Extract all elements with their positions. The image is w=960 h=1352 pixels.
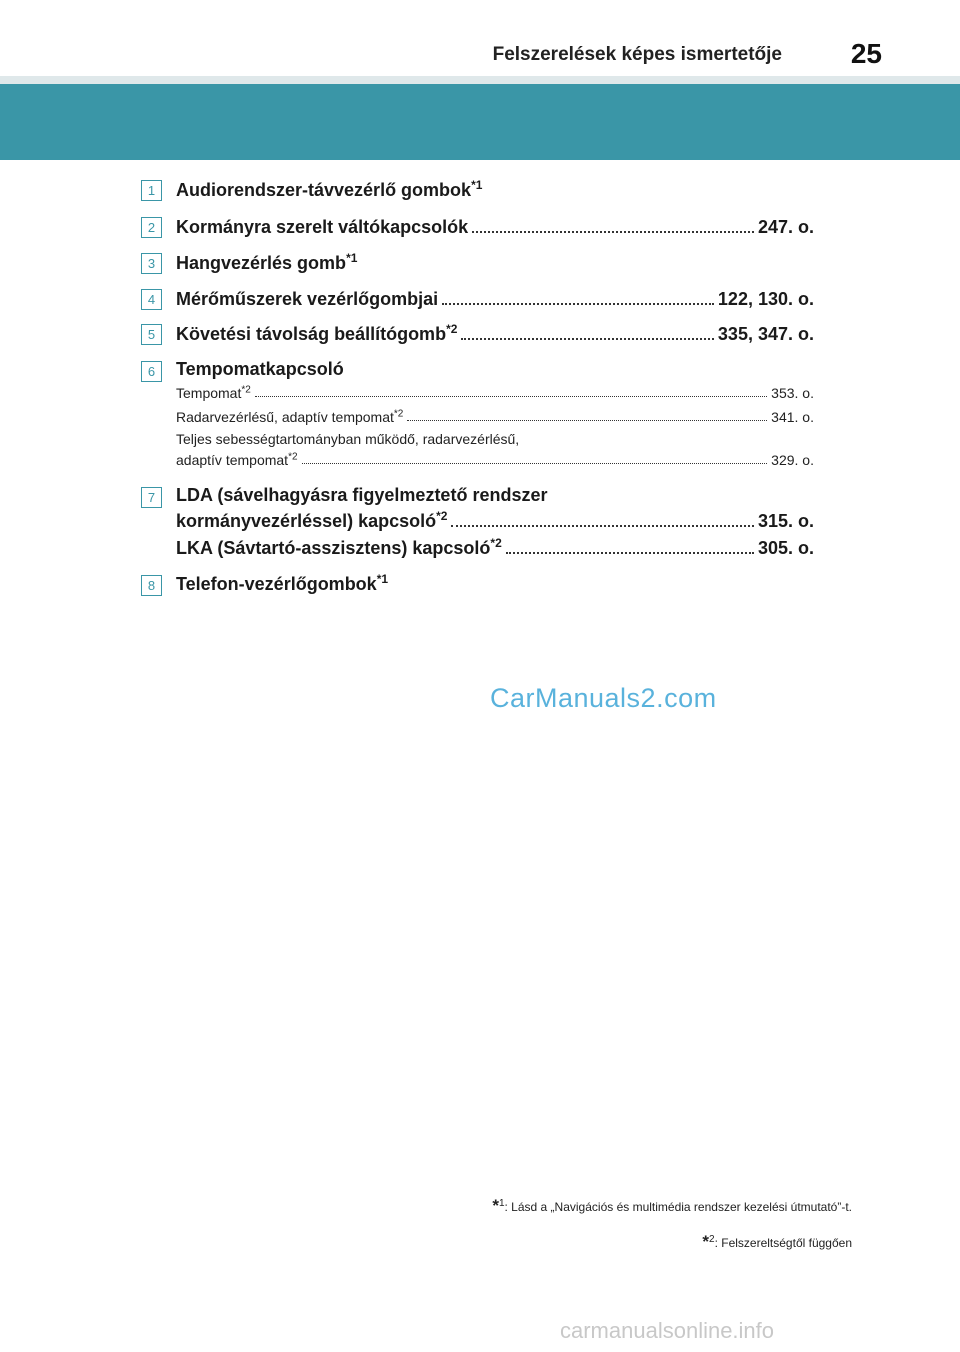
list-item-continuation bbox=[176, 511, 814, 532]
item-number-badge: 1 bbox=[141, 180, 162, 201]
item-label: Kormányra szerelt váltókapcsolók bbox=[176, 217, 469, 237]
footnote: *$^2$: Felszereltségtől függően bbox=[702, 1232, 852, 1251]
page-reference: 335, 347. o. bbox=[717, 324, 814, 344]
sub-item-label: adaptív tempomat$^{*2}$ bbox=[176, 451, 298, 468]
page-reference: 122, 130. o. bbox=[717, 289, 814, 309]
item-number-badge: 6 bbox=[141, 361, 162, 382]
item-label: Mérőműszerek vezérlőgombjai bbox=[176, 289, 439, 309]
item-number-badge: 5 bbox=[141, 324, 162, 345]
item-label: kormányvezérléssel) kapcsoló$^{*2}$ bbox=[176, 509, 448, 531]
item-label: Hangvezérlés gomb$^{*1}$ bbox=[176, 251, 358, 273]
sub-item bbox=[176, 409, 814, 425]
page-reference: 305. o. bbox=[757, 538, 814, 558]
footnote: *$^1$: Lásd a „Navigációs és multimédia rendszer kezelési útmutató”-t. bbox=[492, 1196, 852, 1215]
item-number-badge: 8 bbox=[141, 575, 162, 596]
list-item bbox=[176, 324, 814, 345]
dot-leader bbox=[451, 525, 753, 527]
dot-leader bbox=[472, 231, 754, 233]
page-reference: 353. o. bbox=[771, 385, 814, 401]
dot-leader bbox=[506, 552, 754, 554]
item-label: LDA (sávelhagyásra figyelmeztető rendszer bbox=[176, 485, 548, 505]
dot-leader bbox=[442, 303, 714, 305]
list-item bbox=[176, 289, 814, 310]
list-item bbox=[176, 485, 814, 506]
dot-leader bbox=[302, 463, 768, 464]
header-banner bbox=[0, 84, 960, 160]
watermark: CarManuals2.com bbox=[490, 683, 717, 713]
page-reference: 315. o. bbox=[757, 511, 814, 531]
page-reference: 341. o. bbox=[771, 409, 814, 425]
section-title: Felszerelések képes ismertetője bbox=[492, 44, 782, 65]
item-label: Követési távolság beállítógomb$^{*2}$ bbox=[176, 322, 458, 344]
item-label: Audiorendszer-távvezérlő gombok$^{*1}$ bbox=[176, 178, 483, 200]
sub-item bbox=[176, 385, 814, 401]
item-number-badge: 4 bbox=[141, 289, 162, 310]
list-item bbox=[176, 574, 814, 595]
footer-watermark: carmanualsonline.info bbox=[560, 1318, 775, 1343]
sub-item-label-line: Teljes sebességtartományban működő, radarvezérlésű, bbox=[176, 431, 520, 447]
sub-item-label: Radarvezérlésű, adaptív tempomat$^{*2}$ bbox=[176, 408, 404, 425]
dot-leader bbox=[255, 396, 767, 397]
sub-item-label: Tempomat$^{*2}$ bbox=[176, 384, 251, 401]
dot-leader bbox=[461, 338, 714, 340]
page-header bbox=[0, 0, 960, 76]
list-item bbox=[176, 217, 814, 238]
dot-leader bbox=[407, 420, 767, 421]
page-reference: 247. o. bbox=[757, 217, 814, 237]
item-number-badge: 7 bbox=[141, 487, 162, 508]
list-item bbox=[176, 253, 814, 274]
list-item bbox=[176, 359, 814, 380]
page-number: 25 bbox=[850, 38, 882, 69]
list-item-continuation bbox=[176, 538, 814, 559]
header-divider bbox=[0, 76, 960, 84]
sub-item bbox=[176, 452, 814, 468]
item-label: Telefon-vezérlőgombok$^{*1}$ bbox=[176, 572, 389, 594]
page-reference: 329. o. bbox=[771, 452, 814, 468]
list-item bbox=[176, 180, 814, 201]
item-number-badge: 3 bbox=[141, 253, 162, 274]
item-number-badge: 2 bbox=[141, 217, 162, 238]
item-label: LKA (Sávtartó-asszisztens) kapcsoló$^{*2}$ bbox=[176, 536, 502, 558]
item-label: Tempomatkapcsoló bbox=[176, 359, 344, 379]
